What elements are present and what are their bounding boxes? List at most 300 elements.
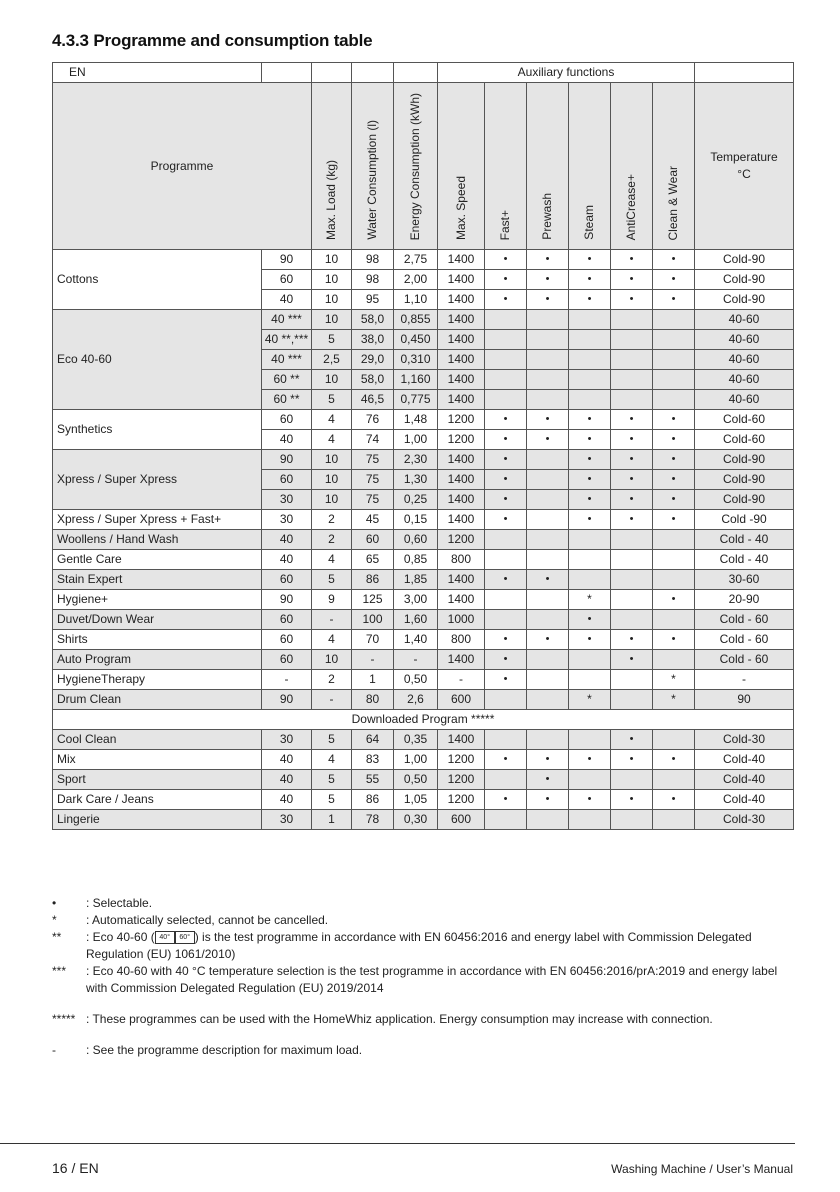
table-cell: 4	[312, 630, 352, 650]
max-load-header: Max. Load (kg)	[312, 83, 352, 250]
table-cell: •	[653, 590, 695, 610]
table-cell: 30	[262, 490, 312, 510]
table-cell: 1400	[438, 590, 485, 610]
table-cell: 40-60	[695, 310, 794, 330]
table-cell	[527, 530, 569, 550]
table-cell: -	[352, 650, 394, 670]
table-cell: 0,50	[394, 770, 438, 790]
table-cell	[527, 370, 569, 390]
table-cell: -	[394, 650, 438, 670]
programme-name: Mix	[53, 750, 262, 770]
table-cell: •	[611, 270, 653, 290]
table-cell: 30	[262, 730, 312, 750]
table-cell: 60	[262, 610, 312, 630]
table-cell	[569, 310, 611, 330]
table-cell: 40	[262, 750, 312, 770]
table-cell: •	[485, 430, 527, 450]
table-cell: 800	[438, 550, 485, 570]
table-cell: •	[653, 750, 695, 770]
table-cell: 76	[352, 410, 394, 430]
table-cell: 0,30	[394, 810, 438, 830]
table-cell	[569, 550, 611, 570]
table-cell: 40 **,***	[262, 330, 312, 350]
table-cell: *	[569, 590, 611, 610]
table-cell: 90	[262, 250, 312, 270]
table-cell: 58,0	[352, 370, 394, 390]
table-cell: 0,310	[394, 350, 438, 370]
table-cell: 98	[352, 250, 394, 270]
table-cell: 83	[352, 750, 394, 770]
table-cell: •	[569, 490, 611, 510]
table-cell: 600	[438, 810, 485, 830]
table-cell: 1	[312, 810, 352, 830]
table-cell: 45	[352, 510, 394, 530]
table-cell: Cold-30	[695, 810, 794, 830]
table-cell: 58,0	[352, 310, 394, 330]
table-cell: •	[485, 290, 527, 310]
table-cell	[611, 570, 653, 590]
table-cell: 1,30	[394, 470, 438, 490]
table-cell: •	[485, 270, 527, 290]
table-row	[53, 610, 794, 630]
table-cell: •	[611, 450, 653, 470]
table-cell: •	[569, 450, 611, 470]
table-cell: •	[527, 770, 569, 790]
table-cell: 1200	[438, 750, 485, 770]
table-row	[53, 670, 794, 690]
table-cell: •	[485, 650, 527, 670]
table-cell: 1,00	[394, 430, 438, 450]
table-cell: •	[527, 410, 569, 430]
table-cell: •	[653, 510, 695, 530]
table-cell	[569, 570, 611, 590]
table-row	[53, 450, 794, 470]
table-cell: 5	[312, 570, 352, 590]
table-cell	[653, 610, 695, 630]
table-cell: 0,85	[394, 550, 438, 570]
table-cell	[527, 490, 569, 510]
programme-header: Programme	[53, 83, 312, 250]
table-cell	[653, 730, 695, 750]
speed-header: Max. Speed	[438, 83, 485, 250]
table-cell: 60 **	[262, 390, 312, 410]
table-cell: 0,855	[394, 310, 438, 330]
table-cell: •	[527, 290, 569, 310]
table-cell: 75	[352, 450, 394, 470]
table-cell	[653, 770, 695, 790]
table-cell: •	[527, 430, 569, 450]
table-cell: •	[569, 510, 611, 530]
programme-name: HygieneTherapy	[53, 670, 262, 690]
table-cell: 60	[262, 650, 312, 670]
table-cell: •	[611, 630, 653, 650]
table-cell: •	[527, 250, 569, 270]
table-cell: 2	[312, 670, 352, 690]
table-cell	[611, 550, 653, 570]
table-cell	[485, 370, 527, 390]
table-cell	[611, 370, 653, 390]
table-cell: 1,48	[394, 410, 438, 430]
table-cell: 1,60	[394, 610, 438, 630]
table-cell: Cold-90	[695, 270, 794, 290]
table-cell: 2,6	[394, 690, 438, 710]
table-row	[53, 550, 794, 570]
table-cell: 1,85	[394, 570, 438, 590]
aux-header: Auxiliary functions	[438, 63, 695, 83]
table-cell: •	[569, 750, 611, 770]
table-cell: Cold - 40	[695, 550, 794, 570]
table-cell: •	[653, 410, 695, 430]
table-cell: 30	[262, 510, 312, 530]
table-cell: •	[653, 790, 695, 810]
table-cell: •	[527, 630, 569, 650]
table-cell: 78	[352, 810, 394, 830]
table-cell: Cold-90	[695, 450, 794, 470]
table-cell: 40-60	[695, 370, 794, 390]
table-cell: 800	[438, 630, 485, 650]
table-cell: 4	[312, 550, 352, 570]
legend-selectable: • : Selectable.	[52, 896, 153, 910]
table-cell: •	[569, 410, 611, 430]
table-cell: •	[653, 290, 695, 310]
table-cell: 5	[312, 730, 352, 750]
table-row	[53, 630, 794, 650]
table-cell: 0,450	[394, 330, 438, 350]
manual-title: Washing Machine / User’s Manual	[611, 1162, 793, 1176]
table-cell: Cold - 40	[695, 530, 794, 550]
table-cell: •	[527, 270, 569, 290]
table-cell	[485, 810, 527, 830]
temp-60-icon: 60°	[175, 931, 195, 944]
table-row	[53, 250, 794, 270]
table-cell: 60	[262, 410, 312, 430]
table-cell: 1400	[438, 570, 485, 590]
table-cell	[569, 730, 611, 750]
table-cell: 38,0	[352, 330, 394, 350]
table-cell	[569, 350, 611, 370]
legend-max-load: - : See the programme description for maximum load.	[52, 1043, 363, 1057]
table-cell: •	[611, 490, 653, 510]
table-cell	[569, 670, 611, 690]
table-cell	[485, 590, 527, 610]
table-cell: •	[611, 730, 653, 750]
table-cell: •	[653, 630, 695, 650]
table-cell	[527, 610, 569, 630]
page-number: 16 / EN	[52, 1160, 99, 1176]
table-cell	[611, 390, 653, 410]
table-cell	[653, 550, 695, 570]
table-cell	[569, 370, 611, 390]
table-cell: 100	[352, 610, 394, 630]
table-cell: 1400	[438, 730, 485, 750]
table-cell	[527, 510, 569, 530]
table-cell: 0,60	[394, 530, 438, 550]
table-cell: 30	[262, 810, 312, 830]
legend-homewhiz: ***** : These programmes can be used with the HomeWhiz application. Energy consumption may increase with connection.	[52, 1012, 713, 1026]
table-cell: 1400	[438, 450, 485, 470]
table-cell: 20-90	[695, 590, 794, 610]
table-cell	[569, 770, 611, 790]
table-row	[53, 530, 794, 550]
table-row	[53, 570, 794, 590]
table-cell: Cold-90	[695, 490, 794, 510]
table-cell: •	[653, 490, 695, 510]
table-row	[53, 410, 794, 430]
programme-name: Synthetics	[53, 410, 262, 450]
table-cell: Cold-40	[695, 750, 794, 770]
table-cell: 1,05	[394, 790, 438, 810]
table-cell: •	[653, 270, 695, 290]
table-cell: •	[485, 250, 527, 270]
table-cell	[485, 550, 527, 570]
table-cell	[527, 350, 569, 370]
table-cell: 70	[352, 630, 394, 650]
table-cell	[653, 350, 695, 370]
table-cell: Cold-30	[695, 730, 794, 750]
table-cell: Cold-90	[695, 250, 794, 270]
legend	[52, 895, 792, 1059]
table-cell: 5	[312, 790, 352, 810]
table-cell: Cold - 60	[695, 630, 794, 650]
steam-header: Steam	[569, 83, 611, 250]
table-cell: 10	[312, 250, 352, 270]
table-cell: •	[611, 470, 653, 490]
table-cell: •	[569, 610, 611, 630]
table-cell: 60	[262, 270, 312, 290]
table-cell: 1200	[438, 410, 485, 430]
table-row	[53, 650, 794, 670]
table-cell: 60	[262, 570, 312, 590]
table-cell: 2,30	[394, 450, 438, 470]
table-cell	[485, 390, 527, 410]
legend-automatic: * : Automatically selected, cannot be cancelled.	[52, 913, 329, 927]
anticrease-header: AntiCrease+	[611, 83, 653, 250]
table-cell: -	[312, 690, 352, 710]
table-cell: 600	[438, 690, 485, 710]
table-cell: •	[569, 250, 611, 270]
table-cell	[611, 530, 653, 550]
table-row	[53, 590, 794, 610]
table-cell: •	[569, 430, 611, 450]
table-cell: •	[485, 750, 527, 770]
legend-eco-40: *** : Eco 40-60 with 40 °C temperature selection is the test programme in accordance with EN 60456:2016/prA:2019 and energy label with Commission Delegated Regulation (EU) 2019/2014	[52, 964, 778, 995]
energy-header: Energy Consumption (kWh)	[394, 83, 438, 250]
table-cell: •	[527, 570, 569, 590]
table-cell: 2	[312, 510, 352, 530]
table-cell: Cold-60	[695, 410, 794, 430]
table-row	[53, 310, 794, 330]
table-cell: 80	[352, 690, 394, 710]
table-cell: Cold - 60	[695, 610, 794, 630]
table-cell: 1,160	[394, 370, 438, 390]
table-cell: 40	[262, 770, 312, 790]
table-cell: 40	[262, 530, 312, 550]
table-cell	[653, 390, 695, 410]
table-cell: 46,5	[352, 390, 394, 410]
table-cell: 95	[352, 290, 394, 310]
programme-name: Dark Care / Jeans	[53, 790, 262, 810]
table-cell: 1400	[438, 390, 485, 410]
table-cell: 1400	[438, 250, 485, 270]
section-title: 4.3.3 Programme and consumption table	[52, 31, 373, 50]
table-cell: *	[569, 690, 611, 710]
table-row	[53, 790, 794, 810]
table-cell	[611, 770, 653, 790]
programme-name: Xpress / Super Xpress	[53, 450, 262, 510]
table-cell: 1200	[438, 430, 485, 450]
table-cell: •	[485, 470, 527, 490]
table-cell: *	[653, 670, 695, 690]
table-cell: 86	[352, 570, 394, 590]
table-cell: •	[485, 410, 527, 430]
table-cell: 1400	[438, 270, 485, 290]
table-cell: 10	[312, 490, 352, 510]
table-cell: Cold-40	[695, 770, 794, 790]
table-cell: 0,775	[394, 390, 438, 410]
table-cell: •	[569, 270, 611, 290]
table-cell: 1400	[438, 290, 485, 310]
table-cell	[527, 550, 569, 570]
table-cell: 40-60	[695, 390, 794, 410]
table-cell: •	[611, 750, 653, 770]
table-cell: Cold -90	[695, 510, 794, 530]
programme-name: Sport	[53, 770, 262, 790]
temp-40-icon: 40°	[155, 931, 175, 944]
table-cell: 90	[262, 590, 312, 610]
table-cell: •	[485, 490, 527, 510]
table-cell	[485, 530, 527, 550]
table-cell: 1200	[438, 790, 485, 810]
table-cell: 10	[312, 310, 352, 330]
table-cell	[527, 670, 569, 690]
table-cell: 10	[312, 290, 352, 310]
prewash-header: Prewash	[527, 83, 569, 250]
table-cell: 1,40	[394, 630, 438, 650]
table-cell: •	[569, 290, 611, 310]
table-cell: •	[485, 450, 527, 470]
table-cell: 1200	[438, 530, 485, 550]
table-cell: 5	[312, 770, 352, 790]
programme-name: Lingerie	[53, 810, 262, 830]
table-cell: 1400	[438, 510, 485, 530]
table-cell: 1400	[438, 350, 485, 370]
table-cell: 1400	[438, 470, 485, 490]
table-cell: 98	[352, 270, 394, 290]
table-cell: Cold-40	[695, 790, 794, 810]
table-cell: 1000	[438, 610, 485, 630]
table-cell	[569, 530, 611, 550]
table-cell	[653, 570, 695, 590]
table-cell	[569, 330, 611, 350]
table-cell	[569, 810, 611, 830]
table-cell: •	[485, 630, 527, 650]
table-row	[53, 510, 794, 530]
table-cell: •	[611, 290, 653, 310]
table-cell: 0,35	[394, 730, 438, 750]
table-cell	[611, 350, 653, 370]
table-cell: 9	[312, 590, 352, 610]
table-cell: 75	[352, 490, 394, 510]
fast-header: Fast+	[485, 83, 527, 250]
water-header: Water Consumption (l)	[352, 83, 394, 250]
table-cell: •	[611, 650, 653, 670]
table-cell	[527, 810, 569, 830]
table-cell: •	[485, 510, 527, 530]
table-cell: 1400	[438, 490, 485, 510]
table-cell	[611, 590, 653, 610]
table-cell: 60	[262, 630, 312, 650]
table-cell: 90	[262, 450, 312, 470]
table-cell	[527, 690, 569, 710]
temperature-header: Temperature °C	[695, 83, 794, 250]
table-cell: •	[527, 750, 569, 770]
programme-name: Duvet/Down Wear	[53, 610, 262, 630]
table-cell	[485, 730, 527, 750]
table-cell: 10	[312, 370, 352, 390]
table-cell: 4	[312, 410, 352, 430]
table-cell: 30-60	[695, 570, 794, 590]
table-cell	[611, 810, 653, 830]
downloaded-row	[53, 710, 794, 730]
table-cell: •	[653, 450, 695, 470]
table-cell: Cold-90	[695, 470, 794, 490]
table-cell: 40 ***	[262, 310, 312, 330]
table-cell: 60	[352, 530, 394, 550]
table-cell: 1400	[438, 650, 485, 670]
table-cell	[611, 330, 653, 350]
programme-name: Eco 40-60	[53, 310, 262, 410]
table-cell: •	[611, 510, 653, 530]
table-cell	[653, 650, 695, 670]
table-cell	[653, 330, 695, 350]
table-row	[53, 810, 794, 830]
table-cell	[611, 610, 653, 630]
table-cell: •	[527, 790, 569, 810]
table-cell: 74	[352, 430, 394, 450]
table-cell: 90	[695, 690, 794, 710]
legend-eco-test: ** : Eco 40-60 ( 40° 60° ) is the test programme in accordance with EN 60456:2016 and energy label with Commission Delegated Regulation (EU) 1061/2010)	[52, 930, 752, 961]
programme-table	[52, 62, 794, 830]
table-cell	[485, 770, 527, 790]
table-cell: •	[653, 470, 695, 490]
table-cell	[527, 330, 569, 350]
table-cell: -	[262, 670, 312, 690]
table-cell	[527, 450, 569, 470]
programme-name: Shirts	[53, 630, 262, 650]
table-cell: 75	[352, 470, 394, 490]
table-cell: *	[653, 690, 695, 710]
table-cell: 90	[262, 690, 312, 710]
table-row	[53, 730, 794, 750]
table-cell	[569, 390, 611, 410]
programme-name: Cool Clean	[53, 730, 262, 750]
table-cell	[611, 670, 653, 690]
table-cell: 0,15	[394, 510, 438, 530]
table-cell: •	[611, 430, 653, 450]
table-cell: •	[485, 670, 527, 690]
table-cell	[527, 590, 569, 610]
table-cell	[485, 610, 527, 630]
table-cell	[569, 650, 611, 670]
table-cell: Cold - 60	[695, 650, 794, 670]
table-cell: 40	[262, 550, 312, 570]
downloaded-label: Downloaded Program *****	[53, 710, 794, 730]
table-cell	[527, 650, 569, 670]
table-cell	[611, 310, 653, 330]
table-cell	[485, 690, 527, 710]
table-cell: 10	[312, 650, 352, 670]
table-cell: •	[653, 250, 695, 270]
